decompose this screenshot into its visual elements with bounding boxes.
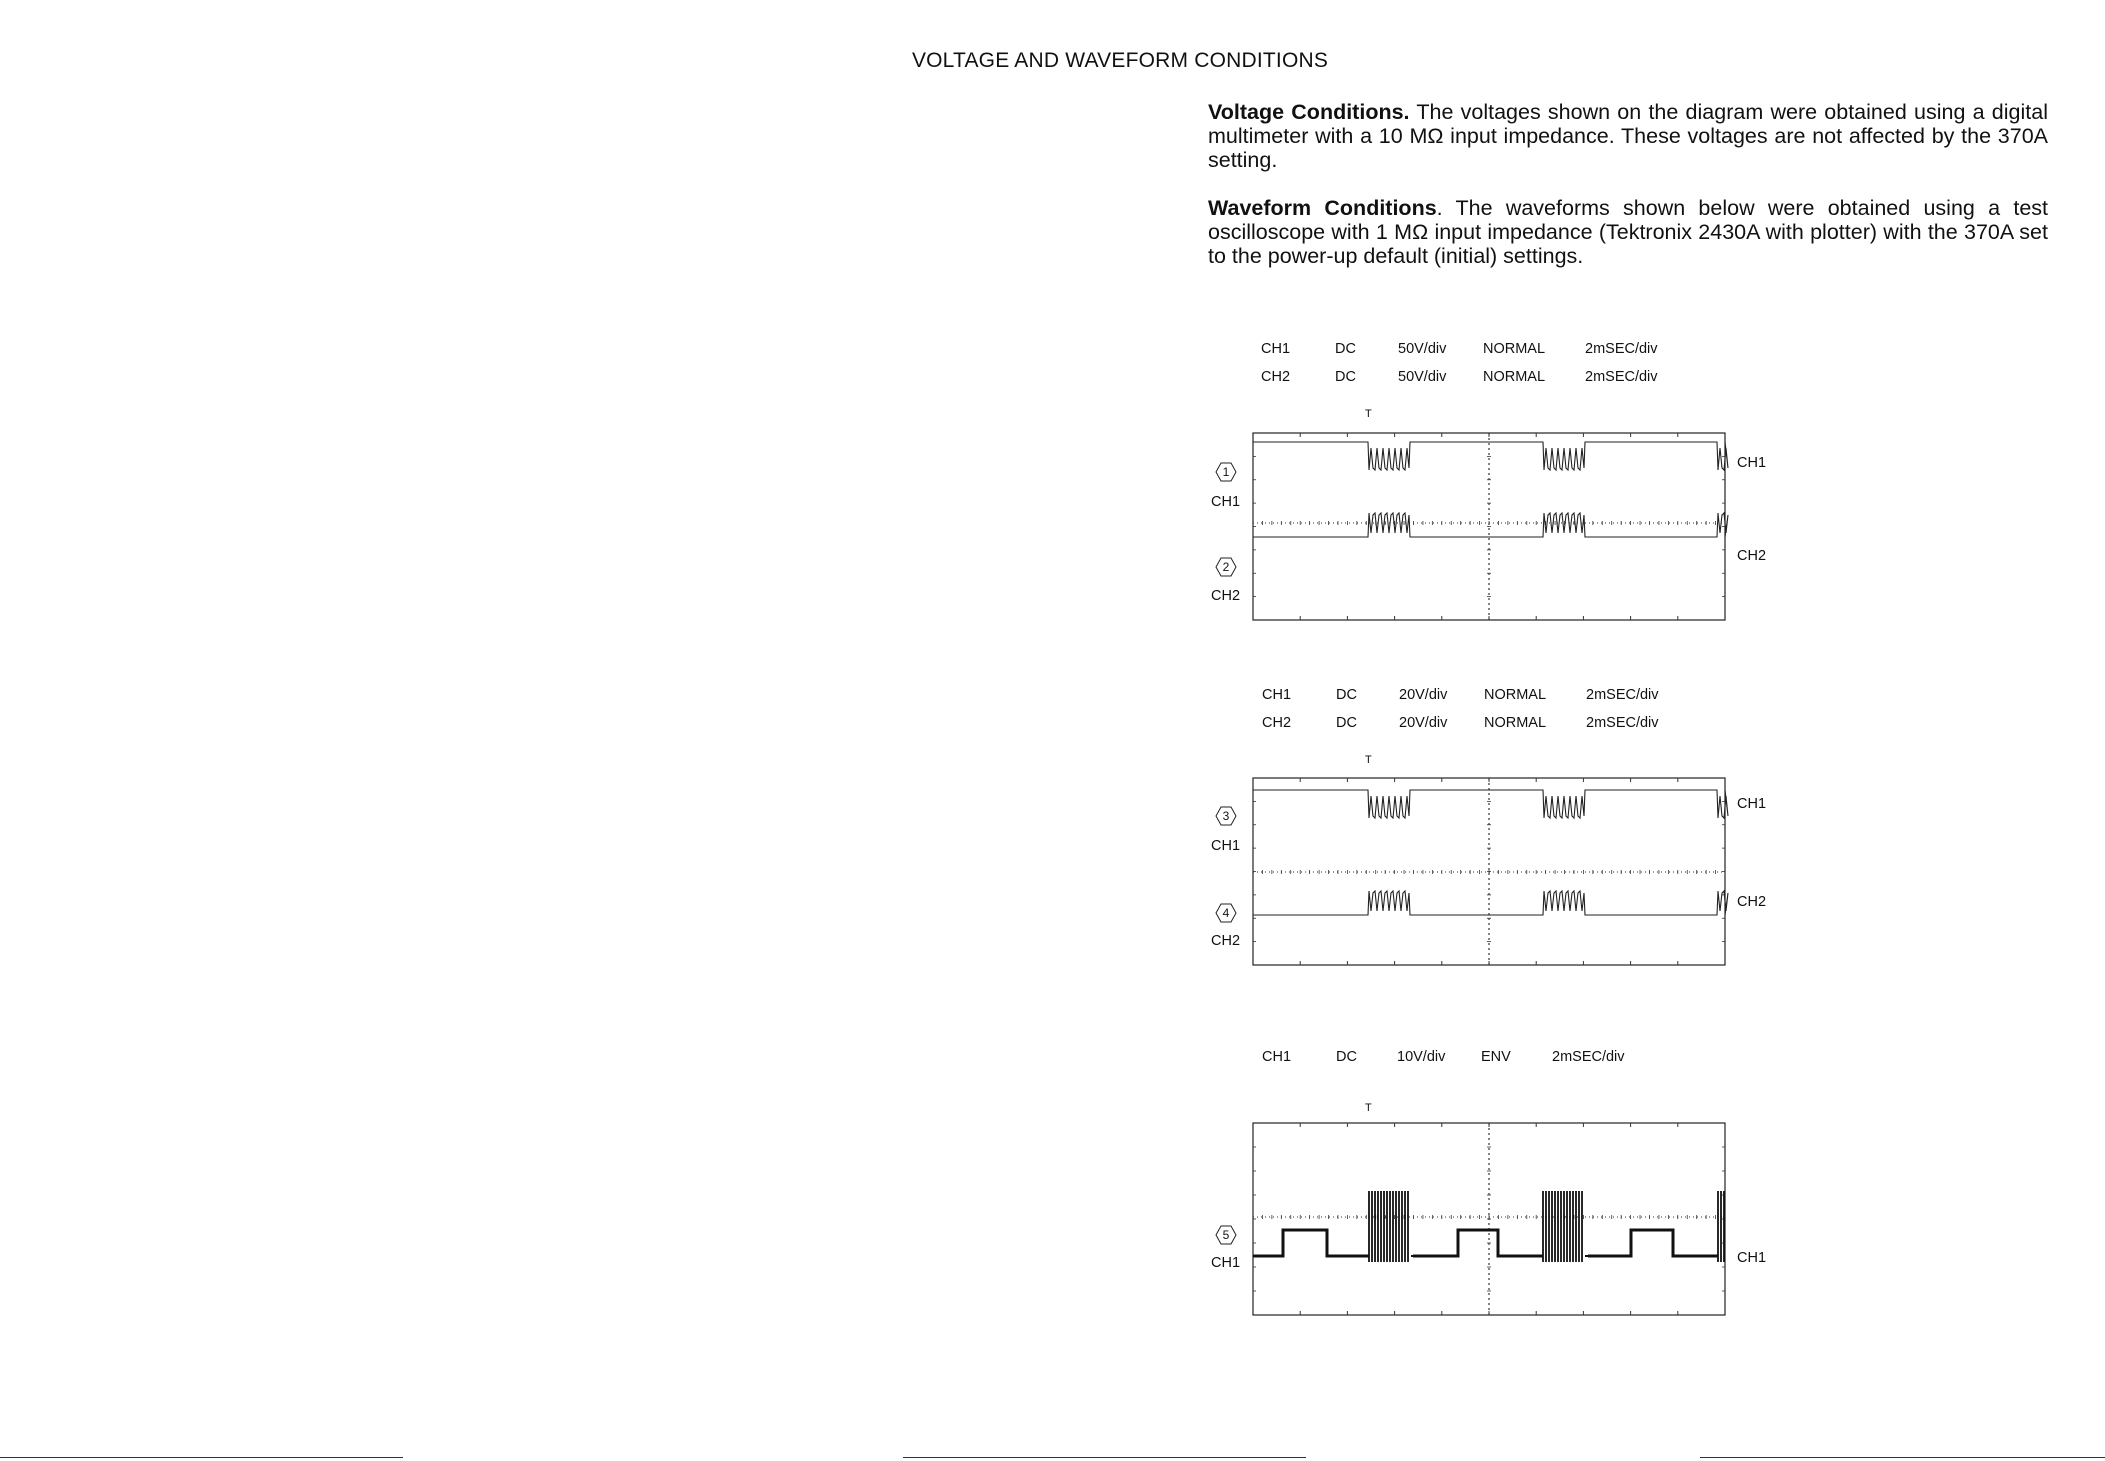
settings-coupling: DC: [1335, 341, 1356, 357]
settings-time-per-div: 2mSEC/div: [1552, 1049, 1625, 1065]
oscilloscope-plot: [1250, 430, 1730, 625]
footer-rule: [0, 1457, 403, 1458]
waveform-marker-3: [1215, 806, 1237, 826]
waveform-marker-number: 2: [1222, 560, 1230, 574]
graticule: [1253, 778, 1725, 965]
settings-mode: NORMAL: [1484, 715, 1547, 731]
voltage-conditions-heading: Voltage Conditions.: [1208, 100, 1410, 124]
footer-rule: [903, 1457, 1306, 1458]
waveform-conditions-text: . The waveforms shown below were obtained using a test oscilloscope with 1 MΩ input impedance (Tektronix 2430A with plotter) with the 370A set to the power-up default (initial) settings.: [1208, 196, 2049, 268]
graticule: [1253, 1123, 1725, 1315]
graticule: [1253, 433, 1725, 620]
settings-channel: CH2: [1262, 715, 1292, 731]
waveform-marker-number: 4: [1222, 906, 1230, 920]
trigger-marker: T: [1365, 1102, 1372, 1114]
scope-settings-row: [1262, 715, 1682, 735]
waveform-conditions-paragraph: [1208, 196, 2048, 268]
waveform-marker-number: 5: [1222, 1228, 1230, 1242]
settings-channel: CH1: [1262, 687, 1292, 703]
trigger-marker: T: [1365, 754, 1372, 766]
scope-settings-row: [1262, 687, 1682, 707]
trigger-marker: T: [1365, 408, 1372, 420]
settings-time-per-div: 2mSEC/div: [1585, 341, 1658, 357]
ground-label: CH1: [1211, 838, 1241, 854]
waveform-marker-number: 1: [1222, 465, 1230, 479]
settings-time-per-div: 2mSEC/div: [1586, 687, 1659, 703]
settings-time-per-div: 2mSEC/div: [1586, 715, 1659, 731]
settings-coupling: DC: [1335, 369, 1356, 385]
channel-label: CH1: [1737, 796, 1767, 812]
settings-coupling: DC: [1336, 687, 1357, 703]
settings-volts-per-div: 50V/div: [1398, 369, 1447, 385]
settings-mode: NORMAL: [1483, 341, 1546, 357]
waveform-marker-number: 3: [1222, 809, 1230, 823]
settings-mode: NORMAL: [1483, 369, 1546, 385]
channel-1-envelope-trace: [1253, 1230, 1718, 1256]
settings-coupling: DC: [1336, 715, 1357, 731]
channel-label: CH2: [1737, 548, 1767, 564]
waveform-marker-2: [1215, 557, 1237, 577]
settings-volts-per-div: 10V/div: [1397, 1049, 1446, 1065]
ground-label: CH1: [1211, 494, 1241, 510]
scope-settings-row: [1261, 341, 1681, 361]
ground-label: CH2: [1211, 588, 1241, 604]
channel-1-trace: [1253, 790, 1728, 818]
channel-label: CH2: [1737, 894, 1767, 910]
waveform-conditions-heading: Waveform Conditions: [1208, 196, 1437, 220]
settings-volts-per-div: 20V/div: [1399, 715, 1448, 731]
footer-rule: [1700, 1457, 2105, 1458]
scope-settings-row: [1261, 369, 1681, 389]
settings-volts-per-div: 50V/div: [1398, 341, 1447, 357]
settings-time-per-div: 2mSEC/div: [1585, 369, 1658, 385]
oscilloscope-plot: [1250, 1120, 1730, 1320]
settings-channel: CH1: [1261, 341, 1291, 357]
voltage-conditions-paragraph: [1208, 100, 2048, 172]
oscilloscope-plot: [1250, 775, 1730, 970]
scope-settings-row: [1262, 1049, 1682, 1069]
voltage-conditions-text: The voltages shown on the diagram were obtained using a digital multimeter with a 10 MΩ input impedance. These voltages are not affected by the 370A setting.: [1208, 100, 2048, 172]
settings-volts-per-div: 20V/div: [1399, 687, 1448, 703]
channel-label: CH1: [1737, 455, 1767, 471]
settings-mode: ENV: [1481, 1049, 1511, 1065]
settings-channel: CH2: [1261, 369, 1291, 385]
page-title: VOLTAGE AND WAVEFORM CONDITIONS: [911, 49, 1329, 72]
settings-channel: CH1: [1262, 1049, 1292, 1065]
settings-coupling: DC: [1336, 1049, 1357, 1065]
waveform-marker-5: [1215, 1225, 1237, 1245]
settings-mode: NORMAL: [1484, 687, 1547, 703]
waveform-marker-1: [1215, 462, 1237, 482]
channel-2-trace: [1253, 513, 1728, 537]
channel-label: CH1: [1737, 1250, 1767, 1266]
waveform-marker-4: [1215, 903, 1237, 923]
ground-label: CH1: [1211, 1255, 1241, 1271]
ground-label: CH2: [1211, 933, 1241, 949]
